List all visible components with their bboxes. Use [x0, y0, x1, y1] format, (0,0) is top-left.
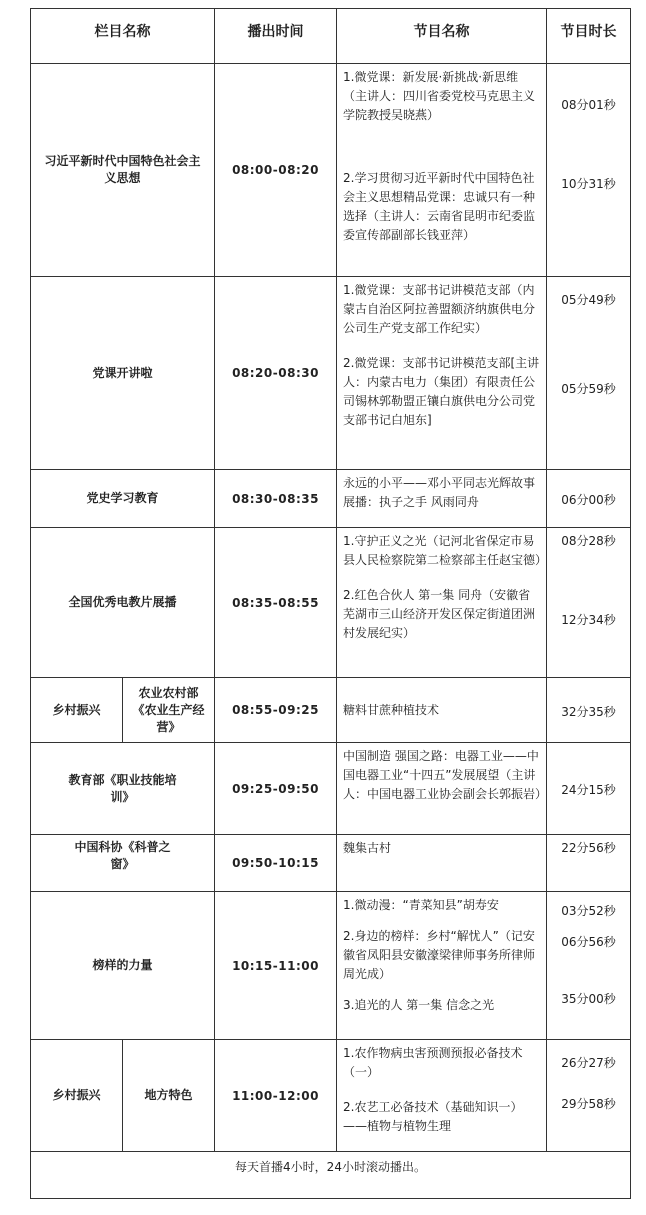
program-item: 魏集古村: [337, 835, 547, 892]
table-row: [31, 743, 631, 835]
air-time: 08:20-08:30: [215, 277, 337, 470]
duration-value: 32分35秒: [547, 678, 631, 743]
duration-value: 08分28秒: [561, 534, 616, 548]
duration-cell: [547, 528, 631, 678]
duration-value: 06分00秒: [547, 470, 631, 528]
duration-value: 35分00秒: [561, 992, 616, 1006]
program-item: 2.学习贯彻习近平新时代中国特色社会主义思想精品党课：忠诚只有一种选择（主讲人：云南省昆明市纪委监委宣传部副部长钱亚萍）: [343, 171, 536, 242]
air-time: 08:30-08:35: [215, 470, 337, 528]
program-cell: [337, 64, 547, 277]
air-time: 11:00-12:00: [215, 1040, 337, 1152]
air-time: 10:15-11:00: [215, 892, 337, 1040]
air-time: 09:25-09:50: [215, 743, 337, 835]
program-item: 永远的小平——邓小平同志光辉故事展播：执子之手 风雨同舟: [343, 476, 536, 509]
column-name: 教育部《职业技能培训》: [31, 743, 215, 835]
program-cell: [337, 277, 547, 470]
column-name: 党史学习教育: [31, 470, 215, 528]
program-cell: [337, 528, 547, 678]
program-item: 1.农作物病虫害预测预报必备技术（一）: [343, 1046, 523, 1079]
column-name: 党课开讲啦: [31, 277, 215, 470]
footer-row: [31, 1152, 631, 1199]
table-row: [31, 835, 631, 892]
duration-cell: [547, 277, 631, 470]
duration-value: 06分56秒: [561, 935, 616, 949]
table-row: [31, 1040, 631, 1152]
duration-value: 12分34秒: [561, 613, 616, 627]
header-program-name: 节目名称: [337, 9, 547, 64]
program-cell: [337, 892, 547, 1040]
column-name: 乡村振兴: [31, 678, 123, 743]
duration-value: 24分15秒: [547, 743, 631, 835]
header-duration: 节目时长: [547, 9, 631, 64]
program-cell: [337, 470, 547, 528]
duration-value: 08分01秒: [561, 98, 616, 112]
program-item: 1.微党课：新发展·新挑战·新思维（主讲人：四川省委党校马克思主义学院教授吴晓燕）: [343, 70, 536, 122]
program-item: 2.微党课：支部书记讲模范支部[主讲人：内蒙古电力（集团）有限责任公司锡林郭勒盟正镶白旗供电分公司党支部书记白旭东]: [343, 356, 540, 427]
duration-value: 03分52秒: [561, 904, 616, 918]
duration-value: 29分58秒: [561, 1097, 616, 1111]
duration-value: 10分31秒: [561, 177, 616, 191]
air-time: 08:55-09:25: [215, 678, 337, 743]
program-item: 1.微党课：支部书记讲模范支部（内蒙古自治区阿拉善盟额济纳旗供电分公司生产党支部工作纪实）: [343, 283, 536, 335]
duration-cell: [547, 1040, 631, 1152]
header-row: [31, 9, 631, 64]
program-item: 2.身边的榜样：乡村“解忧人”（记安徽省凤阳县安徽濠梁律师事务所律师周光成）: [343, 929, 536, 981]
program-item: 糖料甘蔗种植技术: [337, 678, 547, 743]
table-row: [31, 470, 631, 528]
duration-cell: [547, 64, 631, 277]
header-column-name: 栏目名称: [31, 9, 215, 64]
duration-cell: [547, 892, 631, 1040]
table-row: [31, 277, 631, 470]
duration-value: 22分56秒: [547, 835, 631, 892]
duration-value: 05分59秒: [561, 382, 616, 396]
air-time: 08:00-08:20: [215, 64, 337, 277]
sub-column-name: 农业农村部《农业生产经营》: [123, 678, 215, 743]
duration-value: 05分49秒: [561, 293, 616, 307]
table-row: [31, 528, 631, 678]
column-name: 中国科协《科普之窗》: [31, 835, 215, 892]
table-row: [31, 678, 631, 743]
footer-note: 每天首播4小时，24小时滚动播出。: [31, 1152, 631, 1199]
program-item: 3.追光的人 第一集 信念之光: [343, 998, 495, 1012]
table-row: [31, 892, 631, 1040]
duration-value: 26分27秒: [561, 1056, 616, 1070]
program-item: 中国制造 强国之路：电器工业——中国电器工业“十四五”发展展望（主讲人：中国电器工业协会副会长郭振岩）: [343, 749, 548, 801]
program-item: 1.守护正义之光（记河北省保定市易县人民检察院第二检察部主任赵宝德）: [343, 534, 548, 567]
column-name: 习近平新时代中国特色社会主义思想: [31, 64, 215, 277]
program-cell: [337, 1040, 547, 1152]
schedule-table: [30, 8, 631, 1199]
sub-column-name: 地方特色: [123, 1040, 215, 1152]
air-time: 08:35-08:55: [215, 528, 337, 678]
header-air-time: 播出时间: [215, 9, 337, 64]
column-name: 全国优秀电教片展播: [31, 528, 215, 678]
column-name: 乡村振兴: [31, 1040, 123, 1152]
table-row: [31, 64, 631, 277]
program-item: 1.微动漫：“青菜知县”胡寿安: [343, 898, 499, 912]
column-name: 榜样的力量: [31, 892, 215, 1040]
program-cell: [337, 743, 547, 835]
program-item: 2.农艺工必备技术（基础知识一）——植物与植物生理: [343, 1100, 523, 1133]
program-item: 2.红色合伙人 第一集 同舟（安徽省芜湖市三山经济开发区保定街道团洲村发展纪实）: [343, 588, 536, 640]
air-time: 09:50-10:15: [215, 835, 337, 892]
